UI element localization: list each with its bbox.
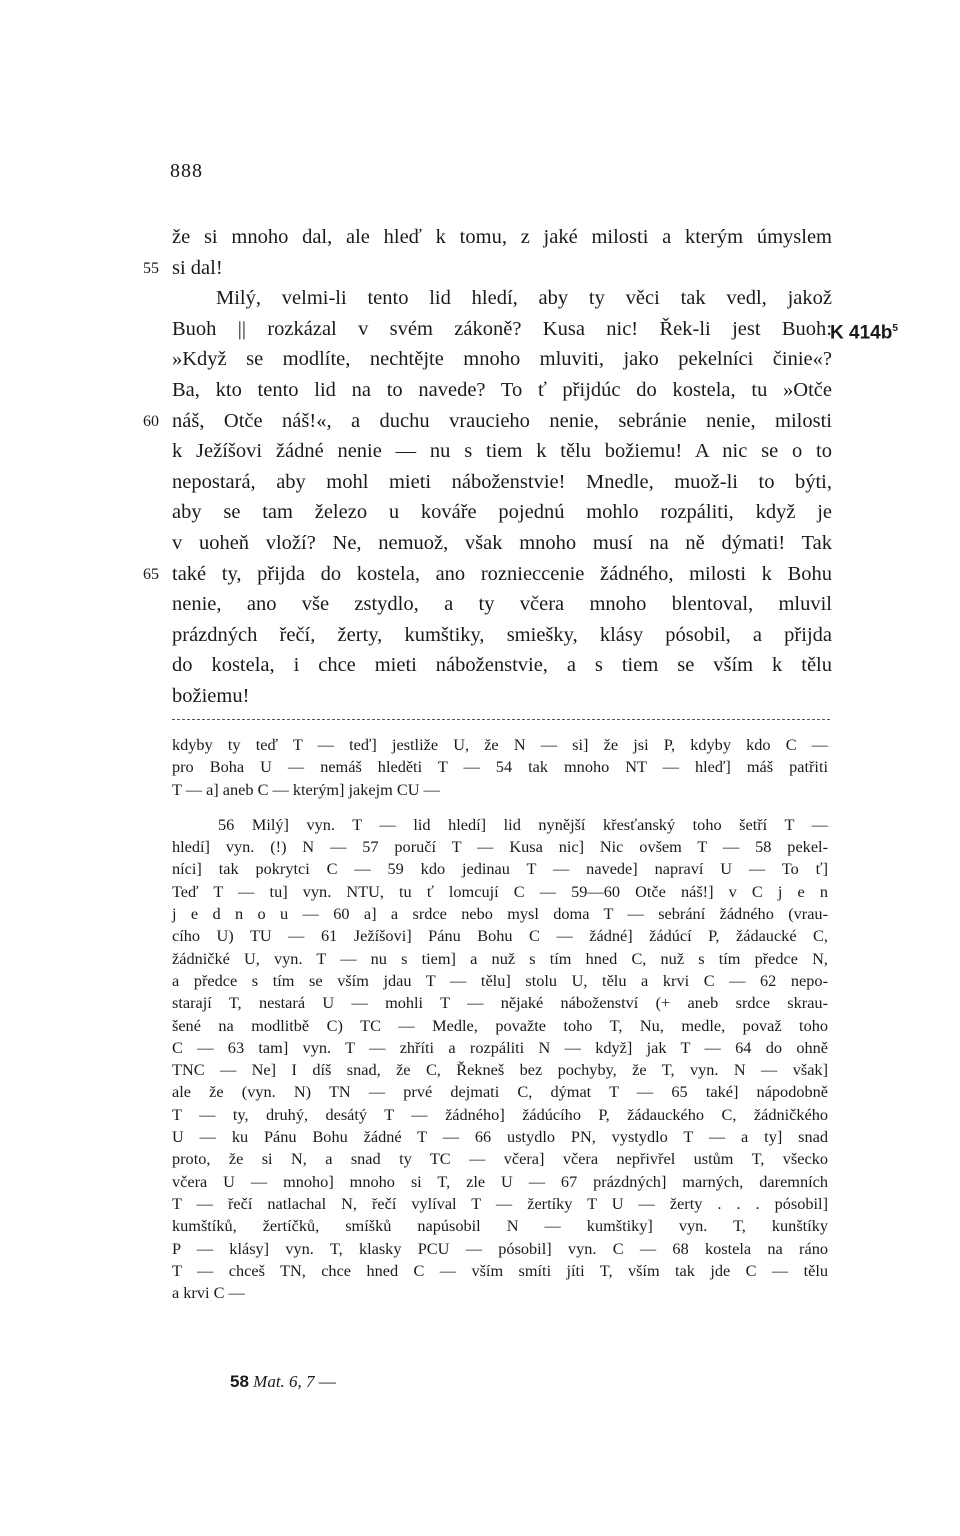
apparatus-b2-line-16: včera U — mnoho] mnoho si T, zle U — 67 prázdných] marných, daremních <box>172 1171 828 1191</box>
bible-ref-dash: — <box>318 1372 336 1391</box>
bible-ref-line-number: 58 <box>230 1372 249 1391</box>
apparatus-b2-line-10: C — 63 tam] vyn. T — zhříti a rozpáliti N — když] jak T — 64 do ohně <box>172 1037 828 1057</box>
apparatus-b2-line-4: j e d n o u — 60 a] a srdce nebo mysl doma T — sebrání žádného (vrau- <box>172 904 828 924</box>
apparatus-b1-line-1: pro Boha U — nemáš hleděti T — 54 tak mnoho NT — hleď] máš patřiti <box>172 757 828 777</box>
page-number: 888 <box>170 160 203 182</box>
text-line-14: do kostela, i chce mieti náboženstvie, a s tiem se vším k tělu <box>172 654 832 677</box>
text-line-0: že si mnoho dal, ale hleď k tomu, z jaké milosti a kterým úmyslem <box>172 226 832 248</box>
text-line-3-content: Buoh || rozkázal v svém zákoně? Kusa nic! Řek-li jest Buoh: <box>172 317 832 340</box>
apparatus-b2-line-18: kumštíků, žertíčků, smíšků napúsobil N — kumštiky] vyn. T, kunštíky <box>172 1216 828 1236</box>
text-line-11-content: také ty, přijda do kostela, ano roznieccenie žádného, milosti k Bohu <box>172 562 832 585</box>
apparatus-b1-line-0: kdyby ty teď T — teď] jestliže U, že N — si] že jsi P, kdyby kdo C — <box>172 735 828 754</box>
text-line-9: aby se tam železo u kováře pojednú mohlo rozpáliti, když je <box>172 501 832 524</box>
apparatus-b2-line-17: T — řečí natlachal N, řečí vylíval T — žertíky T U — žerty . . . pósobil] <box>172 1193 828 1213</box>
text-line-15: božiemu! <box>172 684 250 707</box>
critical-apparatus <box>172 734 828 1304</box>
apparatus-b2-line-11: TNC — Ne] I díš snad, že C, Řekneš bez pochyby, že T, vyn. N — však] <box>172 1060 828 1080</box>
margin-line-number-55: 55 <box>143 259 159 277</box>
text-line-8: nepostará, aby mohl mieti náboženstvie! Mnedle, muož-li to býti, <box>172 470 832 493</box>
apparatus-b2-line-20: T — chceš TN, chce hned C — vším smíti jíti T, vším tak jde C — tělu <box>172 1260 828 1280</box>
apparatus-b2-line-0: 56 Milý] vyn. T — lid hledí] lid nynější křesťanský toho šetří T — <box>218 814 828 834</box>
text-line-7: k Ježíšovi žádné nenie — nu s tiem k tělu božiemu! A nic se o to <box>172 440 832 463</box>
manuscript-folio-ref <box>830 314 898 349</box>
apparatus-b2-line-3: Teď T — tu] vyn. NTU, tu ť lomcují C — 59—60 Otče náš!] v C j e n <box>172 881 828 901</box>
folio-ref-text: K 414b <box>830 322 893 344</box>
apparatus-b2-line-5: cího U) TU — 61 Ježíšovi] Pánu Bohu C — žádné] žádúcí P, žádaucké C, <box>172 926 828 946</box>
apparatus-b2-line-14: U — ku Pánu Bohu žádné T — 66 ustydlo PN, vystydlo T — a ty] snad <box>172 1127 828 1147</box>
apparatus-b2-line-15: proto, že si N, a snad ty TC — včera] včera nepřivřel ustům T, všecko <box>172 1149 828 1169</box>
text-line-13: prázdných řečí, žerty, kumštiky, smiešky, klásy pósobil, a přijda <box>172 623 832 646</box>
margin-line-number-65: 65 <box>143 565 159 583</box>
text-line-5: Ba, kto tento lid na to navede? To ť přijdúc do kostela, tu »Otče <box>172 378 832 401</box>
apparatus-block-gap <box>172 801 828 814</box>
margin-line-number-60: 60 <box>143 412 159 430</box>
text-line-3 <box>172 314 898 345</box>
apparatus-b2-line-2: níci] tak pokrytci C — 59 kdo jedinau T — navede] napraví U — To ť] <box>172 859 828 879</box>
text-line-1 <box>143 253 832 284</box>
apparatus-b2-line-1: hledí] vyn. (!) N — 57 poručí T — Kusa nic] Nic ovšem T — 58 pekel- <box>172 837 828 857</box>
apparatus-b2-line-13: T — ty, druhý, desátý T — žádného] žádúcího P, žádauckého C, žádničkého <box>172 1104 828 1124</box>
bible-ref-citation: Mat. 6, 7 <box>253 1372 315 1391</box>
text-line-10: v uoheň vloží? Ne, nemuož, však mnoho musí na ně dýmati! Tak <box>172 531 832 554</box>
apparatus-b2-line-12: ale že (vyn. N) TN — prvé dejmati C, dýmat T — 65 také] nápodobně <box>172 1082 828 1102</box>
text-line-11 <box>143 559 832 590</box>
apparatus-b2-line-7: a předce s tím se vším jdau T — tělu] stolu U, tělu a krvi C — 62 nepo- <box>172 970 828 990</box>
text-line-6-content: náš, Otče náš!«, a duchu vraucieho nenie, sebránie nenie, milosti <box>172 409 832 432</box>
apparatus-b2-line-8: starají T, nestará U — mohli T — nějaké náboženství (+ aneb srdce skrau- <box>172 993 828 1013</box>
apparatus-b2-line-6: žádničké U, vyn. T — nu s tiem] a nuž s tím hned C, nuž s tím předce N, <box>172 948 828 968</box>
text-line-4: »Když se modlíte, nechtějte mnoho mluviti, jako pekelníci činie«? <box>172 348 832 371</box>
apparatus-b2-line-19: P — klásy] vyn. T, klasky PCU — pósobil] vyn. C — 68 kostela na ráno <box>172 1238 828 1258</box>
main-text <box>143 222 898 712</box>
bible-reference-note <box>230 1372 336 1392</box>
apparatus-b2-line-9: šené na modlitbě C) TC — Medle, považte toho T, Nu, medle, považ toho <box>172 1015 828 1035</box>
text-line-6 <box>143 406 832 437</box>
folio-ref-sup: 5 <box>892 322 898 334</box>
text-line-2: Milý, velmi-li tento lid hledí, aby ty věci tak vedl, jakož <box>216 287 832 310</box>
text-line-12: nenie, ano vše zstydlo, a ty včera mnoho blentoval, mluvil <box>172 593 832 616</box>
footnote-divider <box>172 719 830 720</box>
apparatus-b1-line-2: T — a] aneb C — kterým] jakejm CU — <box>172 779 440 799</box>
apparatus-b2-line-21: a krvi C — <box>172 1283 245 1303</box>
text-line-1-content: si dal! <box>172 256 223 279</box>
